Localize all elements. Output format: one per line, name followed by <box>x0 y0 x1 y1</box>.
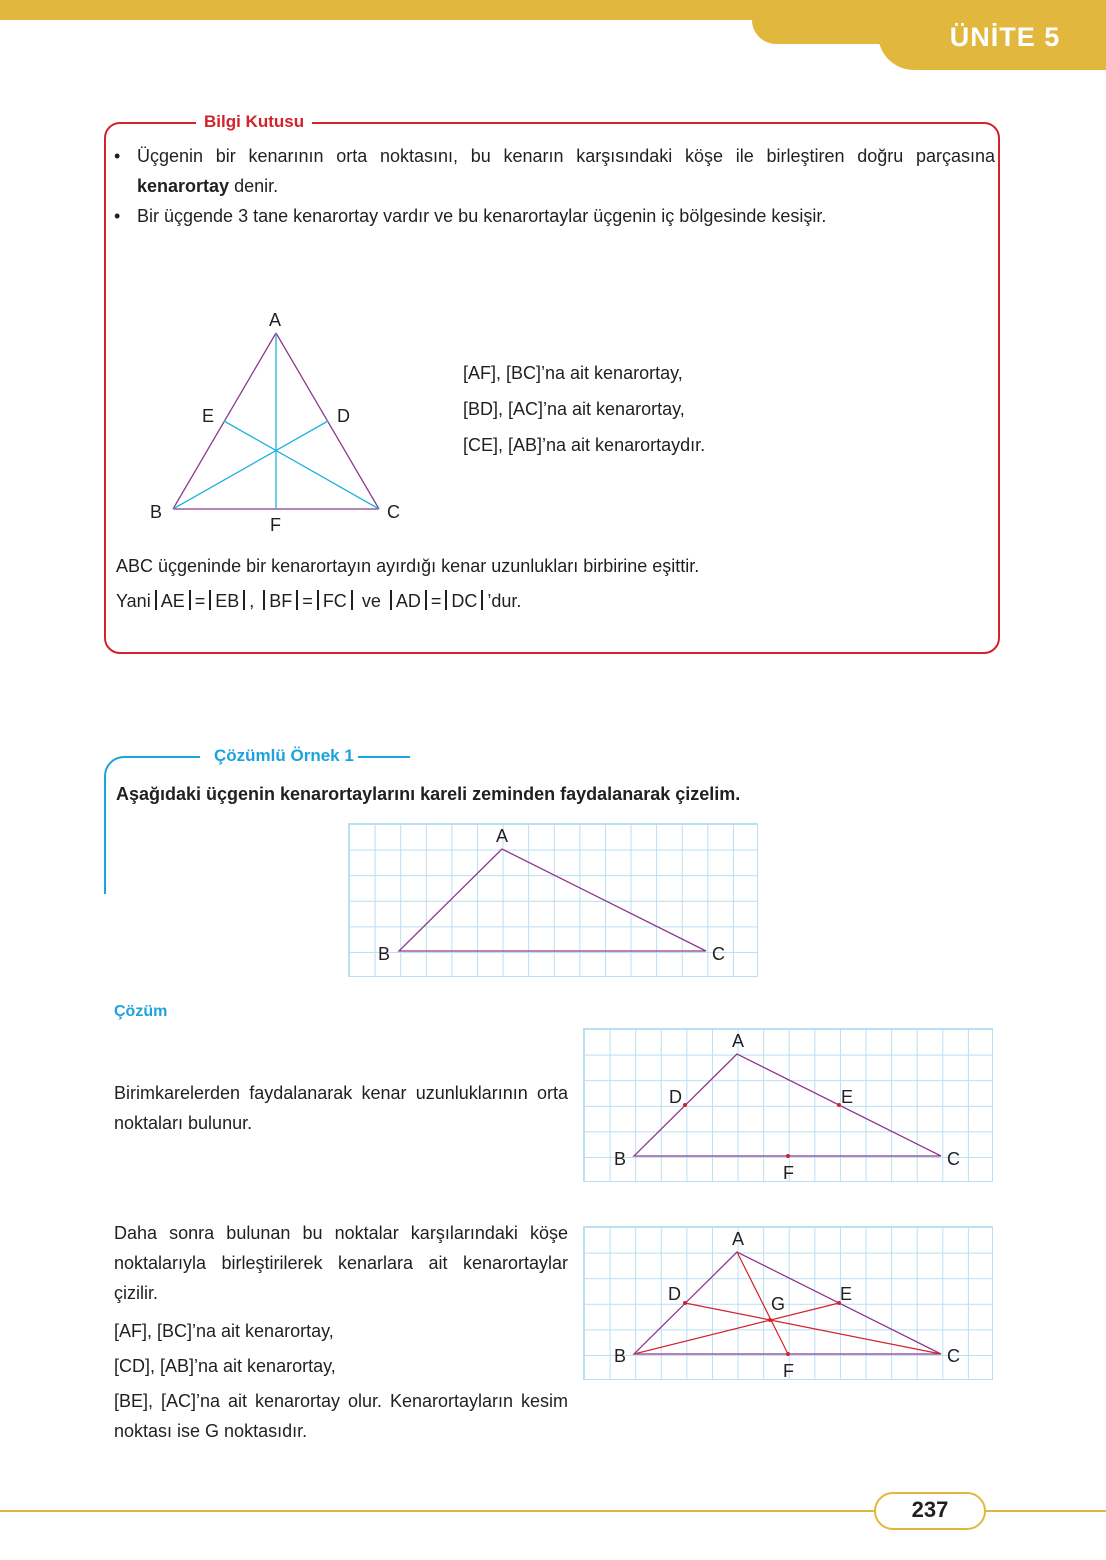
solution-median-af: [AF], [BC]’na ait kenarortay, <box>114 1321 334 1341</box>
solution-median-be: [BE], [AC]’na ait kenarortay olur. Kenarortayların kesim noktası ise G noktasıdır. <box>114 1391 568 1441</box>
example-question: Aşağıdaki üçgenin kenarortaylarını kareli zeminden faydalanarak çizelim. <box>116 784 741 804</box>
label-c: C <box>387 502 400 522</box>
fig1-label-a: A <box>496 826 509 846</box>
solution-step-2: Daha sonra bulunan bu noktalar karşılarındaki köşe noktalarıyla birleştirilerek kenarlara ait kenarortaylar çizilir. <box>114 1223 568 1303</box>
fig1-label-c: C <box>712 944 725 964</box>
label-e: E <box>202 406 215 426</box>
unit-label: ÜNİTE 5 <box>949 22 1061 52</box>
seg-ad: AD <box>395 591 421 611</box>
fig2-label-f: F <box>783 1163 794 1183</box>
bullet-dot: • <box>114 206 121 226</box>
explanation-2: [BD], [AC]’na ait kenarortay, <box>463 399 685 419</box>
label-b: B <box>150 502 163 522</box>
fig2-label-b: B <box>614 1149 627 1169</box>
seg-dc: DC <box>451 591 478 611</box>
eq-sign: = <box>430 591 442 611</box>
solution-step-1: Birimkarelerden faydalanarak kenar uzunluklarının orta noktaları bulunur. <box>114 1083 568 1133</box>
fig2-label-c: C <box>947 1149 960 1169</box>
explanation-3: [CE], [AB]’na ait kenarortaydır. <box>463 435 706 455</box>
seg-ae: AE <box>160 591 185 611</box>
seg-bf: BF <box>269 591 293 611</box>
eq-prefix: Yani <box>116 591 151 611</box>
solution-label: Çözüm <box>114 1003 168 1020</box>
fig3-label-b: B <box>614 1346 627 1366</box>
bullet-2: Bir üçgende 3 tane kenarortay vardır ve bu kenarortaylar üçgenin iç bölgesinde kesişir. <box>137 206 827 226</box>
centroid-g <box>768 1318 772 1322</box>
eq-suffix: ’dur. <box>487 591 522 611</box>
label-d: D <box>337 406 350 426</box>
fig3-label-g: G <box>771 1294 786 1314</box>
fig3-label-e: E <box>840 1284 853 1304</box>
fig3-label-f: F <box>783 1361 794 1381</box>
bullet-1-term: kenarortay <box>137 176 230 196</box>
bullet-1-text: Üçgenin bir kenarının orta noktasını, bu kenarın karşısındaki köşe ile birleştiren doğru parçasına <box>137 146 995 166</box>
label-f: F <box>270 515 281 535</box>
bullet-1-end: denir. <box>229 176 279 196</box>
fig3-label-a: A <box>732 1229 745 1249</box>
statement: ABC üçgeninde bir kenarortayın ayırdığı kenar uzunlukları birbirine eşittir. <box>116 556 700 576</box>
fig3-label-c: C <box>947 1346 960 1366</box>
eq-conj: ve <box>361 591 381 611</box>
eq-comma: , <box>249 591 255 611</box>
seg-fc: FC <box>322 591 347 611</box>
eq-sign: = <box>194 591 206 611</box>
median-be <box>634 1303 839 1354</box>
solution-median-cd: [CD], [AB]’na ait kenarortay, <box>114 1356 336 1376</box>
fig3-label-d: D <box>668 1284 681 1304</box>
example-title: Çözümlü Örnek 1 <box>206 746 362 766</box>
explanation-1: [AF], [BC]’na ait kenarortay, <box>463 363 683 383</box>
median-cd <box>685 1303 941 1354</box>
fig1-label-b: B <box>378 944 391 964</box>
fig2-label-d: D <box>669 1087 682 1107</box>
bullet-dot: • <box>114 146 121 166</box>
info-box-title: Bilgi Kutusu <box>196 112 312 132</box>
eq-sign: = <box>302 591 313 611</box>
fig2-label-a: A <box>732 1031 745 1051</box>
fig2-label-e: E <box>841 1087 854 1107</box>
page-number: 237 <box>911 1497 949 1522</box>
seg-eb: EB <box>215 591 240 611</box>
label-a: A <box>269 310 282 330</box>
